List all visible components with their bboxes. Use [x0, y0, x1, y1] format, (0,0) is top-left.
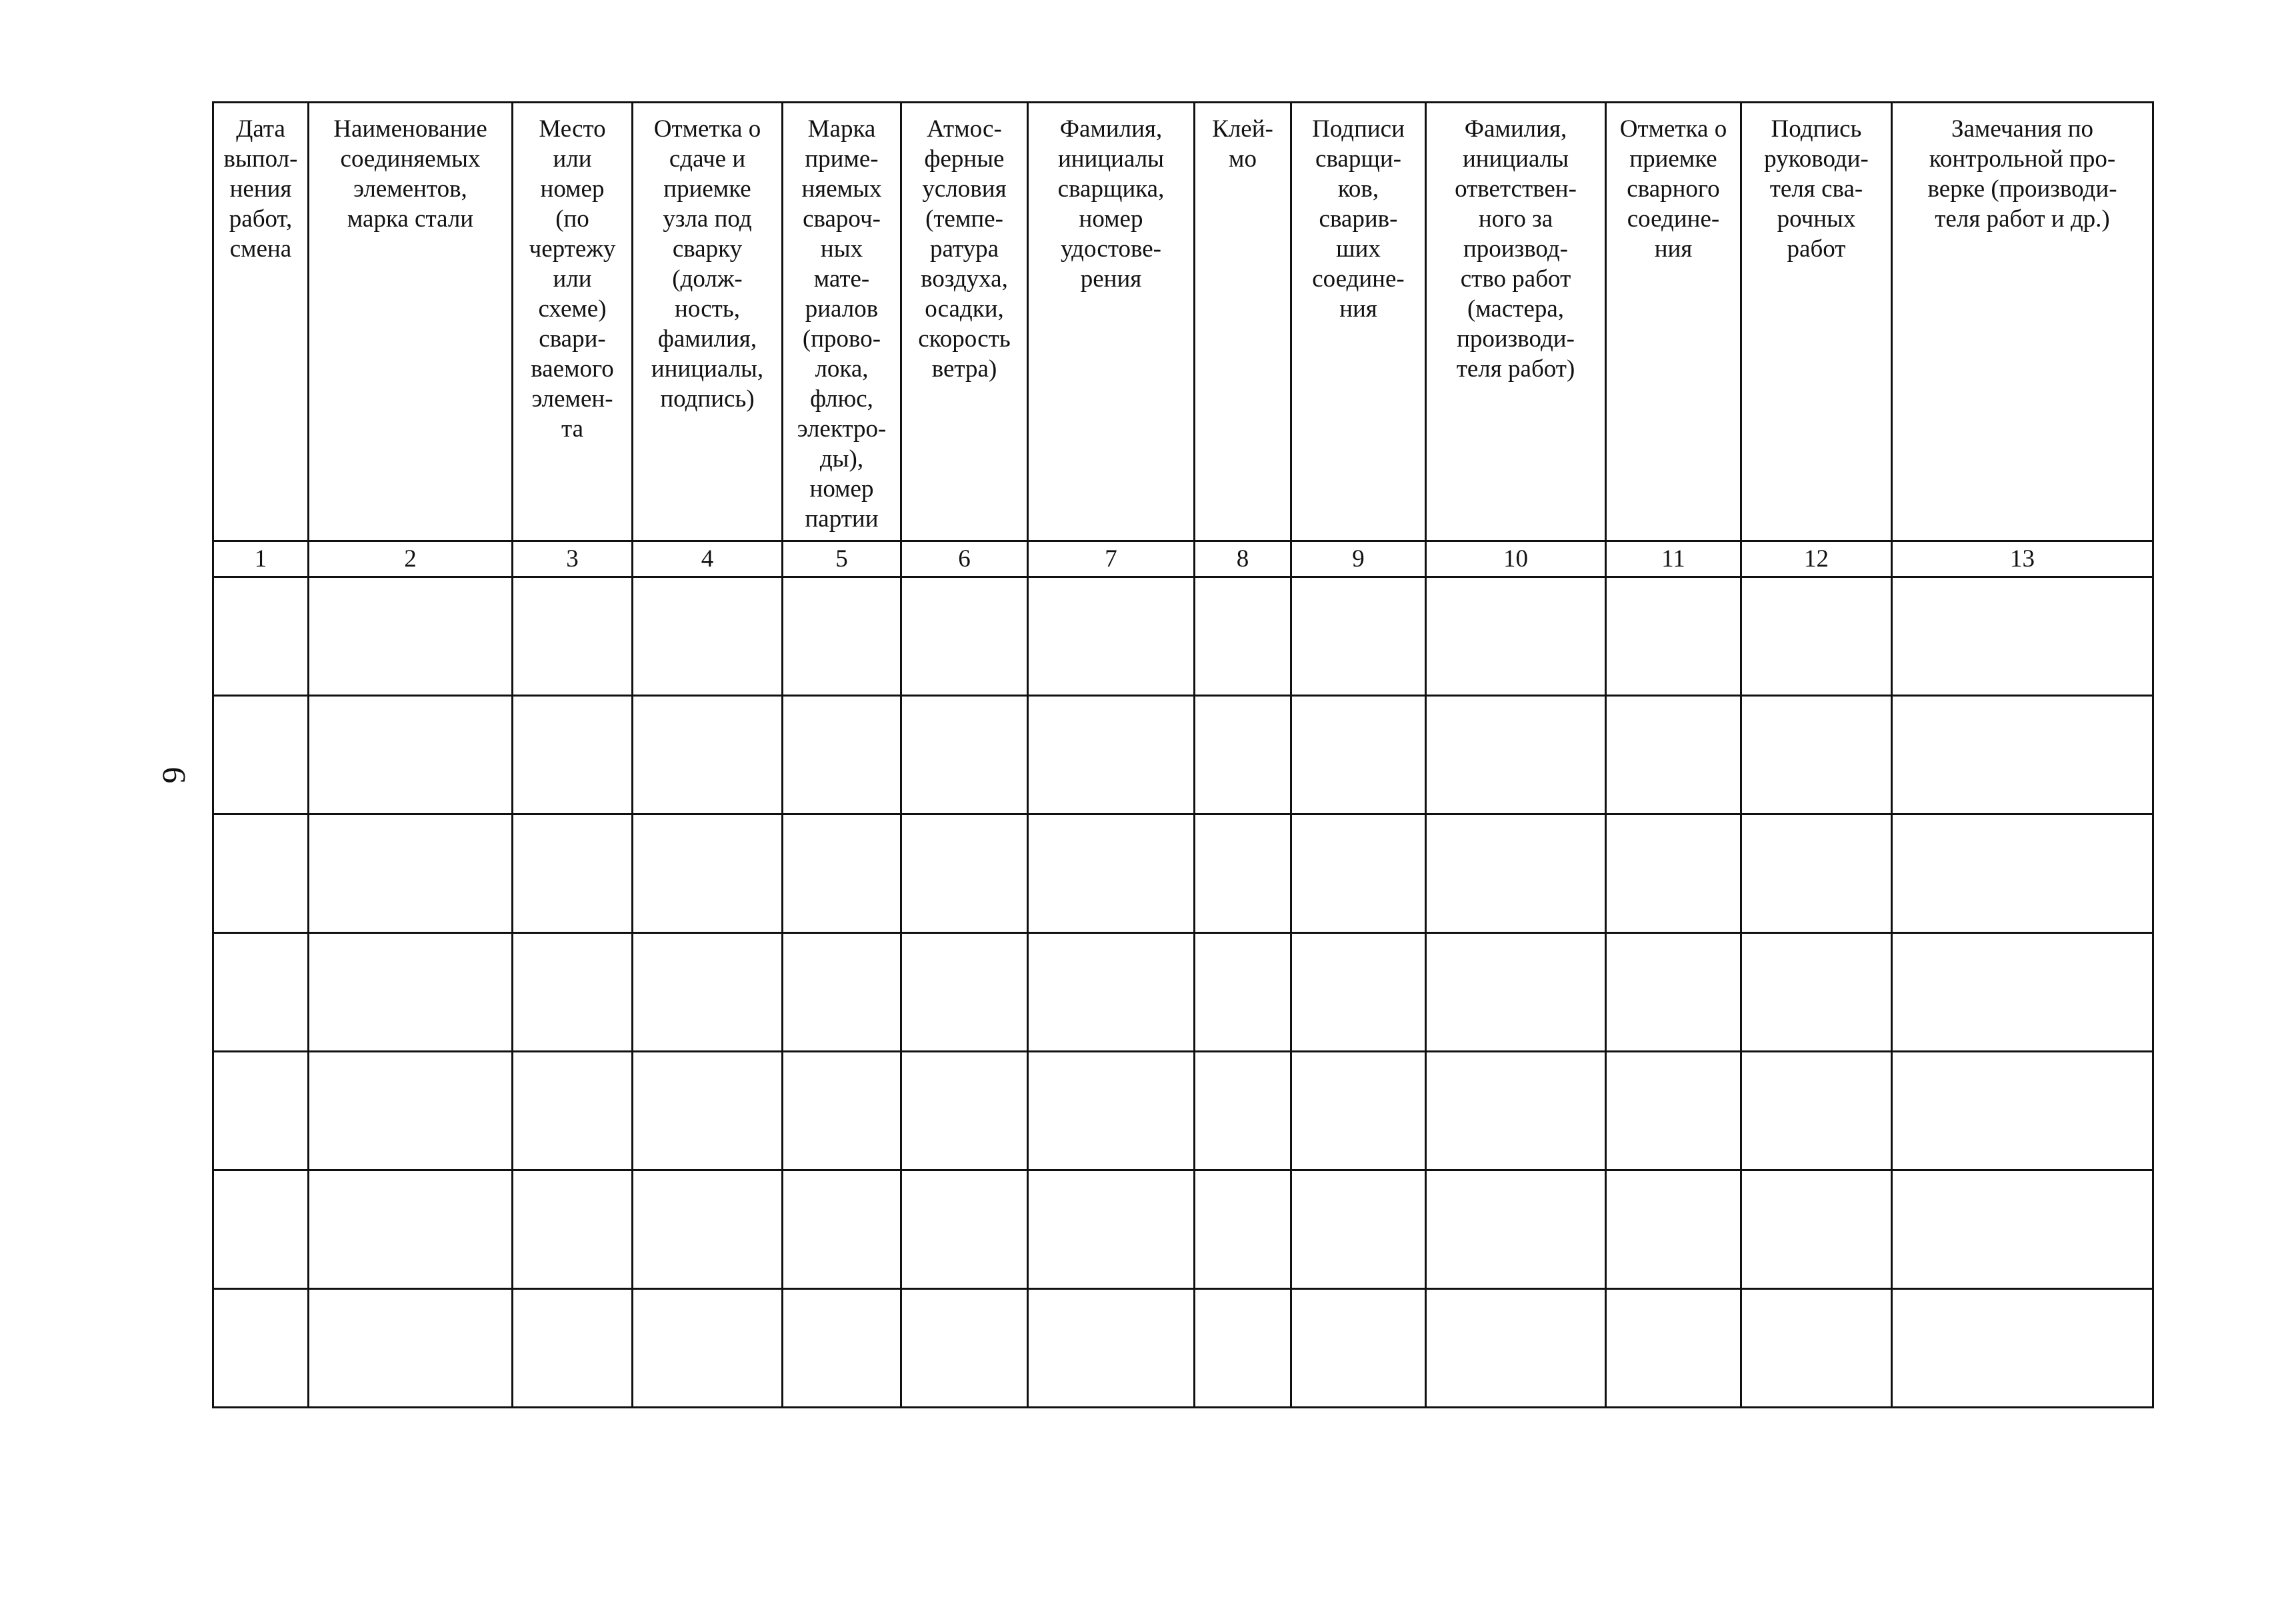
header-text: Отметка о сдаче и приемке узла под сварку (долж- ность, фамилия, инициалы, подпись)	[651, 115, 764, 413]
table-cell	[1291, 1170, 1426, 1289]
table-cell	[213, 1052, 309, 1170]
table-row	[213, 814, 2153, 933]
table-cell	[513, 1289, 633, 1408]
table-cell	[901, 1052, 1028, 1170]
table-cell	[1028, 1170, 1195, 1289]
column-number: 6	[901, 541, 1028, 577]
table-cell	[513, 1052, 633, 1170]
column-number: 8	[1195, 541, 1291, 577]
welding-journal-table	[212, 101, 2154, 1408]
table-cell	[513, 933, 633, 1052]
table-cell	[1741, 933, 1892, 1052]
header-cell-elements-name	[309, 103, 513, 541]
table-cell	[901, 577, 1028, 696]
table-cell	[783, 1289, 901, 1408]
header-text: Дата выпол- нения работ, смена	[223, 115, 298, 263]
table-cell	[1741, 577, 1892, 696]
table-cell	[1606, 577, 1741, 696]
table-cell	[309, 1052, 513, 1170]
table-cell	[1426, 814, 1606, 933]
table-cell	[1741, 1170, 1892, 1289]
table-cell	[1195, 1170, 1291, 1289]
table-cell	[633, 1052, 783, 1170]
table-cell	[309, 933, 513, 1052]
header-cell-element-place	[513, 103, 633, 541]
table-cell	[1741, 696, 1892, 814]
header-text: Отметка о приемке сварного соедине- ния	[1619, 115, 1727, 263]
table-cell	[1291, 814, 1426, 933]
table-cell	[1892, 696, 2153, 814]
table-cell	[1195, 577, 1291, 696]
table-row	[213, 933, 2153, 1052]
header-text: Клей- мо	[1212, 115, 1273, 173]
table-row	[213, 1289, 2153, 1408]
column-number: 11	[1606, 541, 1741, 577]
table-cell	[213, 1289, 309, 1408]
table-cell	[309, 814, 513, 933]
table-cell	[1028, 577, 1195, 696]
table-cell	[1028, 1289, 1195, 1408]
table-cell	[901, 696, 1028, 814]
table-cell	[783, 577, 901, 696]
header-cell-welder-signatures	[1291, 103, 1426, 541]
table-cell	[213, 933, 309, 1052]
header-cell-supervisor-signature	[1741, 103, 1892, 541]
table-cell	[1606, 933, 1741, 1052]
table-cell	[783, 933, 901, 1052]
table-row	[213, 1052, 2153, 1170]
table-cell	[1741, 1052, 1892, 1170]
table-cell	[1426, 1289, 1606, 1408]
table-row	[213, 696, 2153, 814]
table-cell	[513, 577, 633, 696]
table-cell	[1606, 1170, 1741, 1289]
column-number: 1	[213, 541, 309, 577]
table-cell	[901, 814, 1028, 933]
table-cell	[1426, 1170, 1606, 1289]
table-cell	[901, 1170, 1028, 1289]
table-cell	[1195, 814, 1291, 933]
table-cell	[213, 814, 309, 933]
table-cell	[309, 1289, 513, 1408]
table-cell	[1892, 1052, 2153, 1170]
table-cell	[633, 577, 783, 696]
header-text: Марка приме- няемых свароч- ных мате- риалов (прово- лока, флюс, электро- ды), номер партии	[797, 115, 887, 533]
table-cell	[213, 1170, 309, 1289]
column-number: 7	[1028, 541, 1195, 577]
table-cell	[1426, 933, 1606, 1052]
table-cell	[1195, 933, 1291, 1052]
table-cell	[513, 814, 633, 933]
header-text: Место или номер (по чертежу или схеме) свари- ваемого элемен- та	[529, 115, 616, 443]
column-number: 2	[309, 541, 513, 577]
header-cell-welder-name	[1028, 103, 1195, 541]
table-cell	[1291, 577, 1426, 696]
table-cell	[1606, 1289, 1741, 1408]
table-cell	[1606, 814, 1741, 933]
table-cell	[1028, 696, 1195, 814]
table-cell	[1195, 1052, 1291, 1170]
header-cell-joint-acceptance	[1606, 103, 1741, 541]
table-cell	[1028, 1052, 1195, 1170]
table-cell	[1028, 814, 1195, 933]
table-cell	[783, 814, 901, 933]
header-cell-responsible-person	[1426, 103, 1606, 541]
header-text: Подпись руководи- теля сва- рочных работ	[1764, 115, 1869, 263]
table-cell	[1426, 696, 1606, 814]
table-cell	[783, 1170, 901, 1289]
header-cell-welding-materials	[783, 103, 901, 541]
header-text: Фамилия, инициалы сварщика, номер удостове- рения	[1057, 115, 1165, 293]
table-cell	[1291, 1289, 1426, 1408]
table-cell	[513, 696, 633, 814]
table-cell	[1291, 696, 1426, 814]
table-cell	[1892, 1170, 2153, 1289]
table-cell	[901, 1289, 1028, 1408]
header-cell-inspection-remarks	[1892, 103, 2153, 541]
column-number: 3	[513, 541, 633, 577]
table-cell	[1195, 696, 1291, 814]
column-number: 12	[1741, 541, 1892, 577]
table-cell	[633, 1289, 783, 1408]
table-cell	[1606, 1052, 1741, 1170]
table-cell	[1741, 814, 1892, 933]
table-cell	[1426, 577, 1606, 696]
page-number: 9	[155, 767, 192, 784]
header-text: Атмос- ферные условия (темпе- ратура воздуха, осадки, скорость ветра)	[918, 115, 1011, 383]
table-cell	[1892, 814, 2153, 933]
column-number: 4	[633, 541, 783, 577]
table-cell	[633, 1170, 783, 1289]
table-cell	[1291, 933, 1426, 1052]
table-body	[213, 577, 2153, 1408]
table-row	[213, 1170, 2153, 1289]
table-cell	[213, 577, 309, 696]
table-cell	[783, 696, 901, 814]
table-cell	[1892, 1289, 2153, 1408]
table-cell	[633, 814, 783, 933]
header-text: Фамилия, инициалы ответствен- ного за производ- ство работ (мастера, производи- теля работ)	[1455, 115, 1577, 383]
table-cell	[1741, 1289, 1892, 1408]
table-cell	[1195, 1289, 1291, 1408]
header-text: Замечания по контрольной про- верке (производи- теля работ и др.)	[1927, 115, 2117, 233]
table-cell	[309, 577, 513, 696]
table-cell	[213, 696, 309, 814]
table-cell	[1426, 1052, 1606, 1170]
table-cell	[633, 933, 783, 1052]
table-cell	[1892, 577, 2153, 696]
table-cell	[309, 1170, 513, 1289]
header-text: Подписи сварщи- ков, сварив- ших соедине- ния	[1312, 115, 1405, 323]
table-cell	[901, 933, 1028, 1052]
column-number: 13	[1892, 541, 2153, 577]
table-cell	[1606, 696, 1741, 814]
header-row	[213, 103, 2153, 541]
table-row	[213, 577, 2153, 696]
header-cell-work-date	[213, 103, 309, 541]
table-cell	[783, 1052, 901, 1170]
header-cell-assembly-acceptance	[633, 103, 783, 541]
table-cell	[1028, 933, 1195, 1052]
table-cell	[1892, 933, 2153, 1052]
column-number: 5	[783, 541, 901, 577]
column-number: 9	[1291, 541, 1426, 577]
column-number-row	[213, 541, 2153, 577]
table-cell	[513, 1170, 633, 1289]
header-text: Наименование соединяемых элементов, марка стали	[333, 115, 487, 233]
table-cell	[309, 696, 513, 814]
header-cell-stamp	[1195, 103, 1291, 541]
table-cell	[1291, 1052, 1426, 1170]
table-cell	[633, 696, 783, 814]
header-cell-weather-conditions	[901, 103, 1028, 541]
column-number: 10	[1426, 541, 1606, 577]
